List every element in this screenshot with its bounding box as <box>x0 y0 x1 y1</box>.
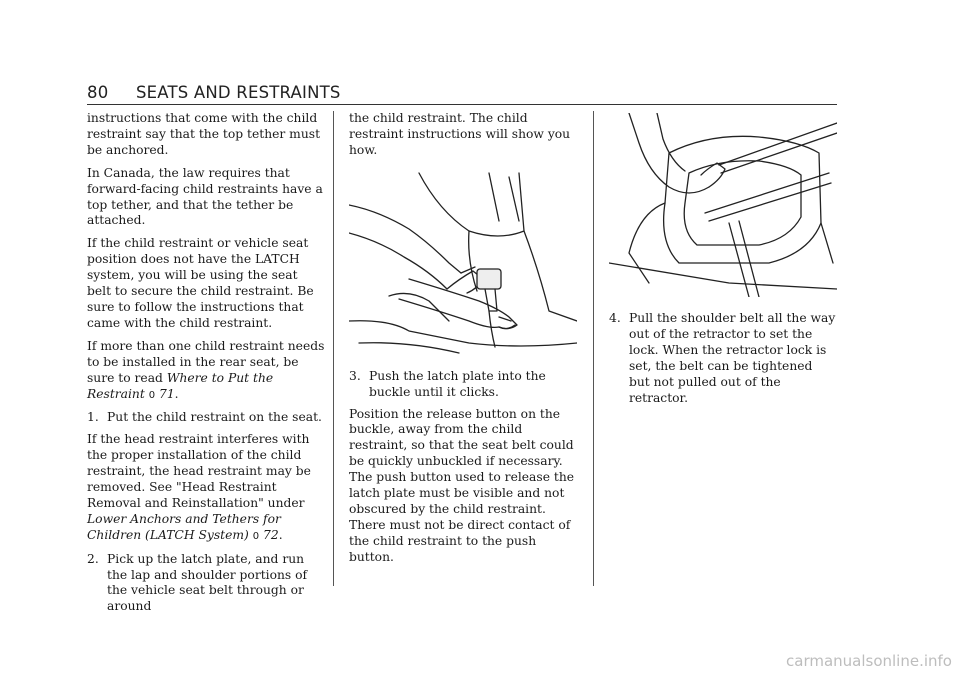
list-item <box>87 552 325 616</box>
page-number: 80 <box>87 83 109 102</box>
list-item <box>349 369 581 401</box>
step-number: 4. <box>609 311 621 325</box>
cross-reference-link[interactable]: Where to Put the Restraint <box>87 370 274 401</box>
step-text: Put the child restraint on the seat. <box>107 410 322 425</box>
column-divider <box>333 111 334 586</box>
column-divider <box>593 111 594 586</box>
step-detail: If the head restraint interferes with the proper installation of the child restraint, the head restraint may be removed. See "Head Restraint Removal and Reinstallation" under Lower Anchors and Tethers for Children (LATCH System) 0 72. <box>87 432 311 542</box>
cross-reference-link[interactable]: Lower Anchors and Tethers for Children (LATCH System) <box>87 511 281 542</box>
watermark: carmanualsonline.info <box>786 652 952 670</box>
step-detail: Position the release button on the buckle, away from the child restraint, so that the seat belt could be quickly unbuckled if necessary. The push button used to release the latch plate must be visible and not obscured by the child restraint. There must not be direct contact of the child restraint to the push button. <box>349 406 575 564</box>
paragraph-text: If more than one child restraint needs to be installed in the rear seat, be sure to read <box>87 338 325 385</box>
paragraph: instructions that come with the child restraint say that the top tether must be anchored. <box>87 111 321 157</box>
step-text: Pick up the latch plate, and run the lap and shoulder portions of the vehicle seat belt through or around <box>107 551 308 614</box>
page-ref-arrow-icon: 0 <box>148 389 156 401</box>
step-number: 1. <box>87 410 99 425</box>
paragraph: If the child restraint or vehicle seat position does not have the LATCH system, you will be using the seat belt to secure the child restraint. Be sure to follow the instructions that came with the child restraint. <box>87 236 314 330</box>
page-ref-number[interactable]: 71 <box>159 386 175 401</box>
step-detail-text: If the head restraint interferes with the proper installation of the child restraint, the head restraint may be removed. See "Head Restraint Removal and Reinstallation" under <box>87 432 311 510</box>
paragraph: the child restraint. The child restraint instructions will show you how. <box>349 111 571 157</box>
page-ref-number[interactable]: 72 <box>263 527 279 542</box>
column-middle <box>349 111 581 573</box>
list-item <box>87 410 325 426</box>
list-item <box>609 311 837 406</box>
paragraph: In Canada, the law requires that forward-facing child restraints have a top tether, and that the tether be attached. <box>87 165 323 228</box>
step-text: Push the latch plate into the buckle until it clicks. <box>369 368 546 399</box>
illustration-shoulder-belt-pull <box>609 113 837 297</box>
step-number: 2. <box>87 551 99 566</box>
column-left <box>87 111 325 621</box>
column-right <box>609 111 837 412</box>
page-header <box>87 78 837 105</box>
step-text: Pull the shoulder belt all the way out of the retractor to set the lock. When the retractor lock is set, the belt can be tightened but not pulled out of the retractor. <box>629 311 836 405</box>
section-title: SEATS AND RESTRAINTS <box>136 83 341 102</box>
page-ref-arrow-icon: 0 <box>252 530 260 542</box>
paragraph: If more than one child restraint needs to be installed in the rear seat, be sure to read Where to Put the Restraint 0 71. <box>87 338 325 401</box>
illustration-buckle-latch-plate <box>349 171 577 355</box>
step-number: 3. <box>349 368 361 383</box>
